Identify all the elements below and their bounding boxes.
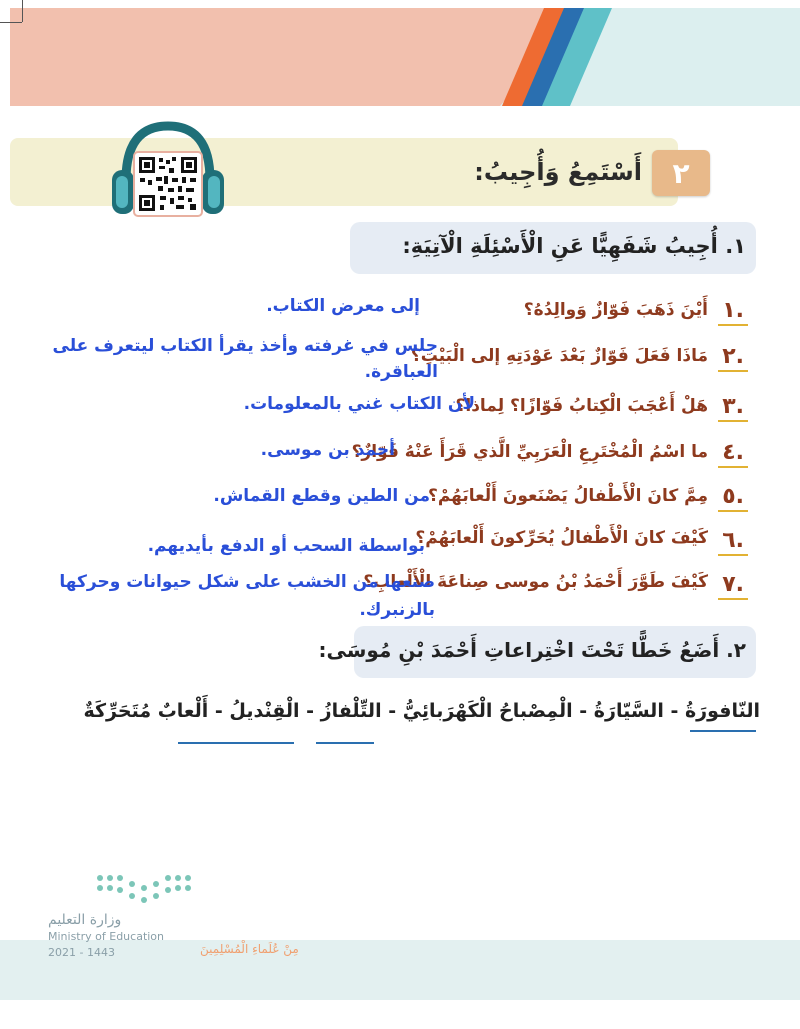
item-number: ٣. <box>718 394 748 422</box>
item-question: مِمَّ كانَ الْأَطْفالُ يَصْنَعونَ أَلْعابَهُمْ؟ <box>427 486 708 506</box>
item-answer: لأن الكتاب غني بالمعلومات. <box>243 394 475 414</box>
item-number: ٥. <box>718 484 748 512</box>
footer-caption: مِنْ عُلَماءِ الْمُسْلِمِينَ <box>200 942 299 956</box>
top-banner <box>10 8 800 106</box>
item-question: ما اسْمُ الْمُخْتَرِعِ الْعَرَبِيِّ الَّذي قَرَأَ عَنْهُ فَوّازٌ؟ <box>351 442 708 462</box>
ministry-name-english: Ministry of Education <box>48 930 165 943</box>
item-question: أَيْنَ ذَهَبَ فَوّازٌ وَوالِدُهُ؟ <box>523 300 708 320</box>
item-answer: أحمد بن موسى. <box>260 440 395 460</box>
section-title: أَسْتَمِعُ وَأُجِيبُ: <box>474 158 642 186</box>
question2-title: ٢. أَضَعُ خَطًّا تَحْتَ اخْتِراعاتِ أَحْمَدَ بْنِ مُوسَى: <box>318 638 746 662</box>
item-number: ١. <box>718 298 748 326</box>
item-answer: بواسطة السحب أو الدفع بأيديهم. <box>147 536 425 556</box>
item-answer: صنعها من الخشب على شكل حيوانات وحركها <box>59 572 435 592</box>
item-number: ٤. <box>718 440 748 468</box>
underline-fountain <box>690 730 756 732</box>
item-question: هَلْ أَعْجَبَ الْكِتابُ فَوّازًا؟ لِماذا؟ <box>455 396 708 416</box>
item-question: مَاذَا فَعَلَ فَوّازٌ بَعْدَ عَوْدَتِهِ إلى الْبَيْتِ؟ <box>410 346 708 366</box>
item-answer: إلى معرض الكتاب. <box>266 296 420 316</box>
section-number: ٢ <box>652 150 710 196</box>
question1-title: ١. أُجِيبُ شَفَهِيًّا عَنِ الْأَسْئِلَةِ الْآتِيَةِ: <box>402 234 746 258</box>
item-question: كَيْفَ طَوَّرَ أَحْمَدُ بْنُ موسى صِناعَةَ الْأَلْعابِ؟ <box>363 572 708 592</box>
item-answer: من الطين وقطع القماش. <box>213 486 430 506</box>
ministry-logo <box>92 870 192 906</box>
item-number: ٦. <box>718 528 748 556</box>
underline-moving-toys <box>178 742 294 744</box>
ministry-year: 2021 - 1443 <box>48 946 115 959</box>
item-question: كَيْفَ كانَ الْأَطْفالُ يُحَرِّكونَ أَلْعابَهُمْ؟ <box>415 528 708 548</box>
item-number: ٧. <box>718 572 748 600</box>
crop-mark <box>22 0 23 22</box>
ministry-name-arabic: وزارة التعليم <box>48 912 122 928</box>
inventions-word-list: النّافورَةُ - السَّيّارَةُ - الْمِصْباحُ الْكَهْرَبائِيُّ - التِّلْفازُ - الْقِنْديلُ - أَلْعابٌ مُتَحَرِّكَةٌ <box>83 700 760 722</box>
crop-mark <box>0 22 22 23</box>
underline-lantern <box>316 742 374 744</box>
footer-white-strip <box>0 1000 800 1029</box>
item-number: ٢. <box>718 344 748 372</box>
item-answer-continued: بالزنبرك. <box>359 600 435 620</box>
item-answer: جلس في غرفته وأخذ يقرأ الكتاب ليتعرف على <box>52 336 438 356</box>
item-answer-continued: العباقرة. <box>364 362 438 382</box>
headphones-icon[interactable] <box>112 120 224 220</box>
